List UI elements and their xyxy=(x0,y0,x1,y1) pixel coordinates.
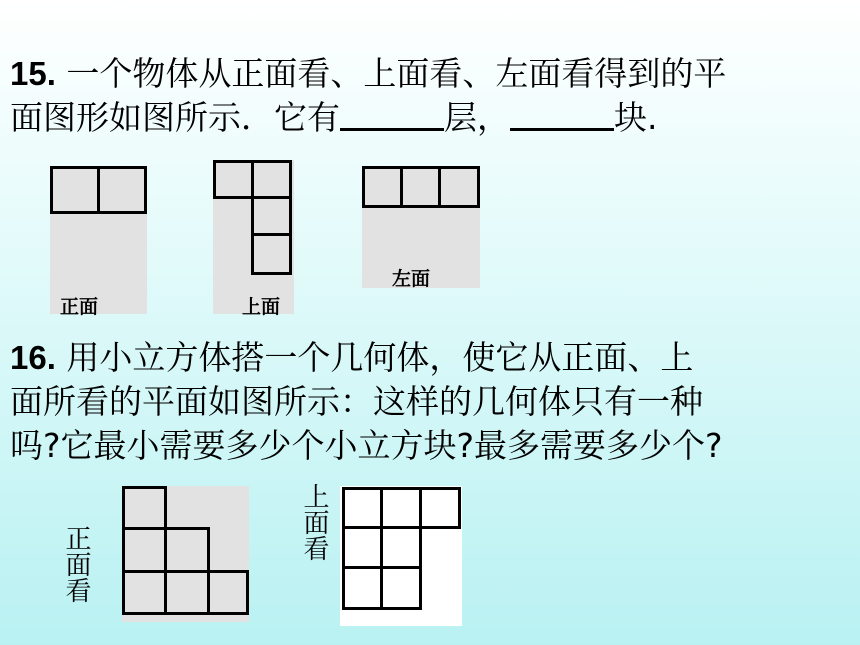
grid-cell xyxy=(164,570,210,615)
answer-blank-layers[interactable] xyxy=(340,98,444,131)
grid-cell xyxy=(122,527,167,573)
grid-cell xyxy=(438,166,480,208)
grid-cell xyxy=(380,487,422,529)
grid-cell xyxy=(342,566,383,610)
top-view-label-16: 上面看 xyxy=(299,483,329,561)
top-view-label: 上面 xyxy=(242,296,281,318)
left-view-figure-15 xyxy=(362,166,480,288)
answer-blank-blocks[interactable] xyxy=(510,98,614,131)
question-16-line2: 面所看的平面如图所示：这样的几何体只有一种 xyxy=(10,382,703,421)
grid-cell xyxy=(342,526,383,569)
grid-cell xyxy=(400,166,441,208)
grid-cell xyxy=(380,566,422,610)
question-16-line3: 吗?它最小需要多少个小立方块?最多需要多少个? xyxy=(10,426,723,465)
grid-cell xyxy=(122,570,167,615)
grid-cell xyxy=(50,166,100,214)
top-view-figure-16 xyxy=(340,486,462,626)
question-15 xyxy=(10,52,726,140)
front-view-figure-15 xyxy=(50,166,147,318)
grid-cell xyxy=(122,486,167,530)
front-view-label: 正面 xyxy=(60,296,99,318)
grid-cell xyxy=(251,233,292,275)
top-view-figure-15 xyxy=(213,160,294,318)
question-16 xyxy=(10,336,723,468)
question-15-number: 15. xyxy=(10,55,56,92)
question-15-line2-part3: 块. xyxy=(614,98,658,137)
grid-cell xyxy=(213,160,254,199)
front-view-figure-16 xyxy=(122,486,249,622)
grid-cell xyxy=(342,487,383,529)
grid-cell xyxy=(97,166,147,214)
grid-cell xyxy=(380,526,422,569)
grid-cell xyxy=(164,527,210,573)
grid-cell xyxy=(251,160,292,199)
question-15-line2-part1: 面图形如图所示．它有 xyxy=(10,98,340,137)
front-view-label-16: 正面看 xyxy=(61,525,91,603)
question-16-number: 16. xyxy=(10,339,56,376)
question-15-line1: 一个物体从正面看、上面看、左面看得到的平 xyxy=(66,54,727,93)
left-view-label: 左面 xyxy=(392,268,431,290)
grid-cell xyxy=(207,570,249,615)
question-15-line2-part2: 层， xyxy=(444,98,510,137)
question-16-line1: 用小立方体搭一个几何体，使它从正面、上 xyxy=(66,338,694,377)
grid-cell xyxy=(362,166,403,208)
grid-cell xyxy=(251,196,292,236)
grid-cell xyxy=(419,487,461,529)
